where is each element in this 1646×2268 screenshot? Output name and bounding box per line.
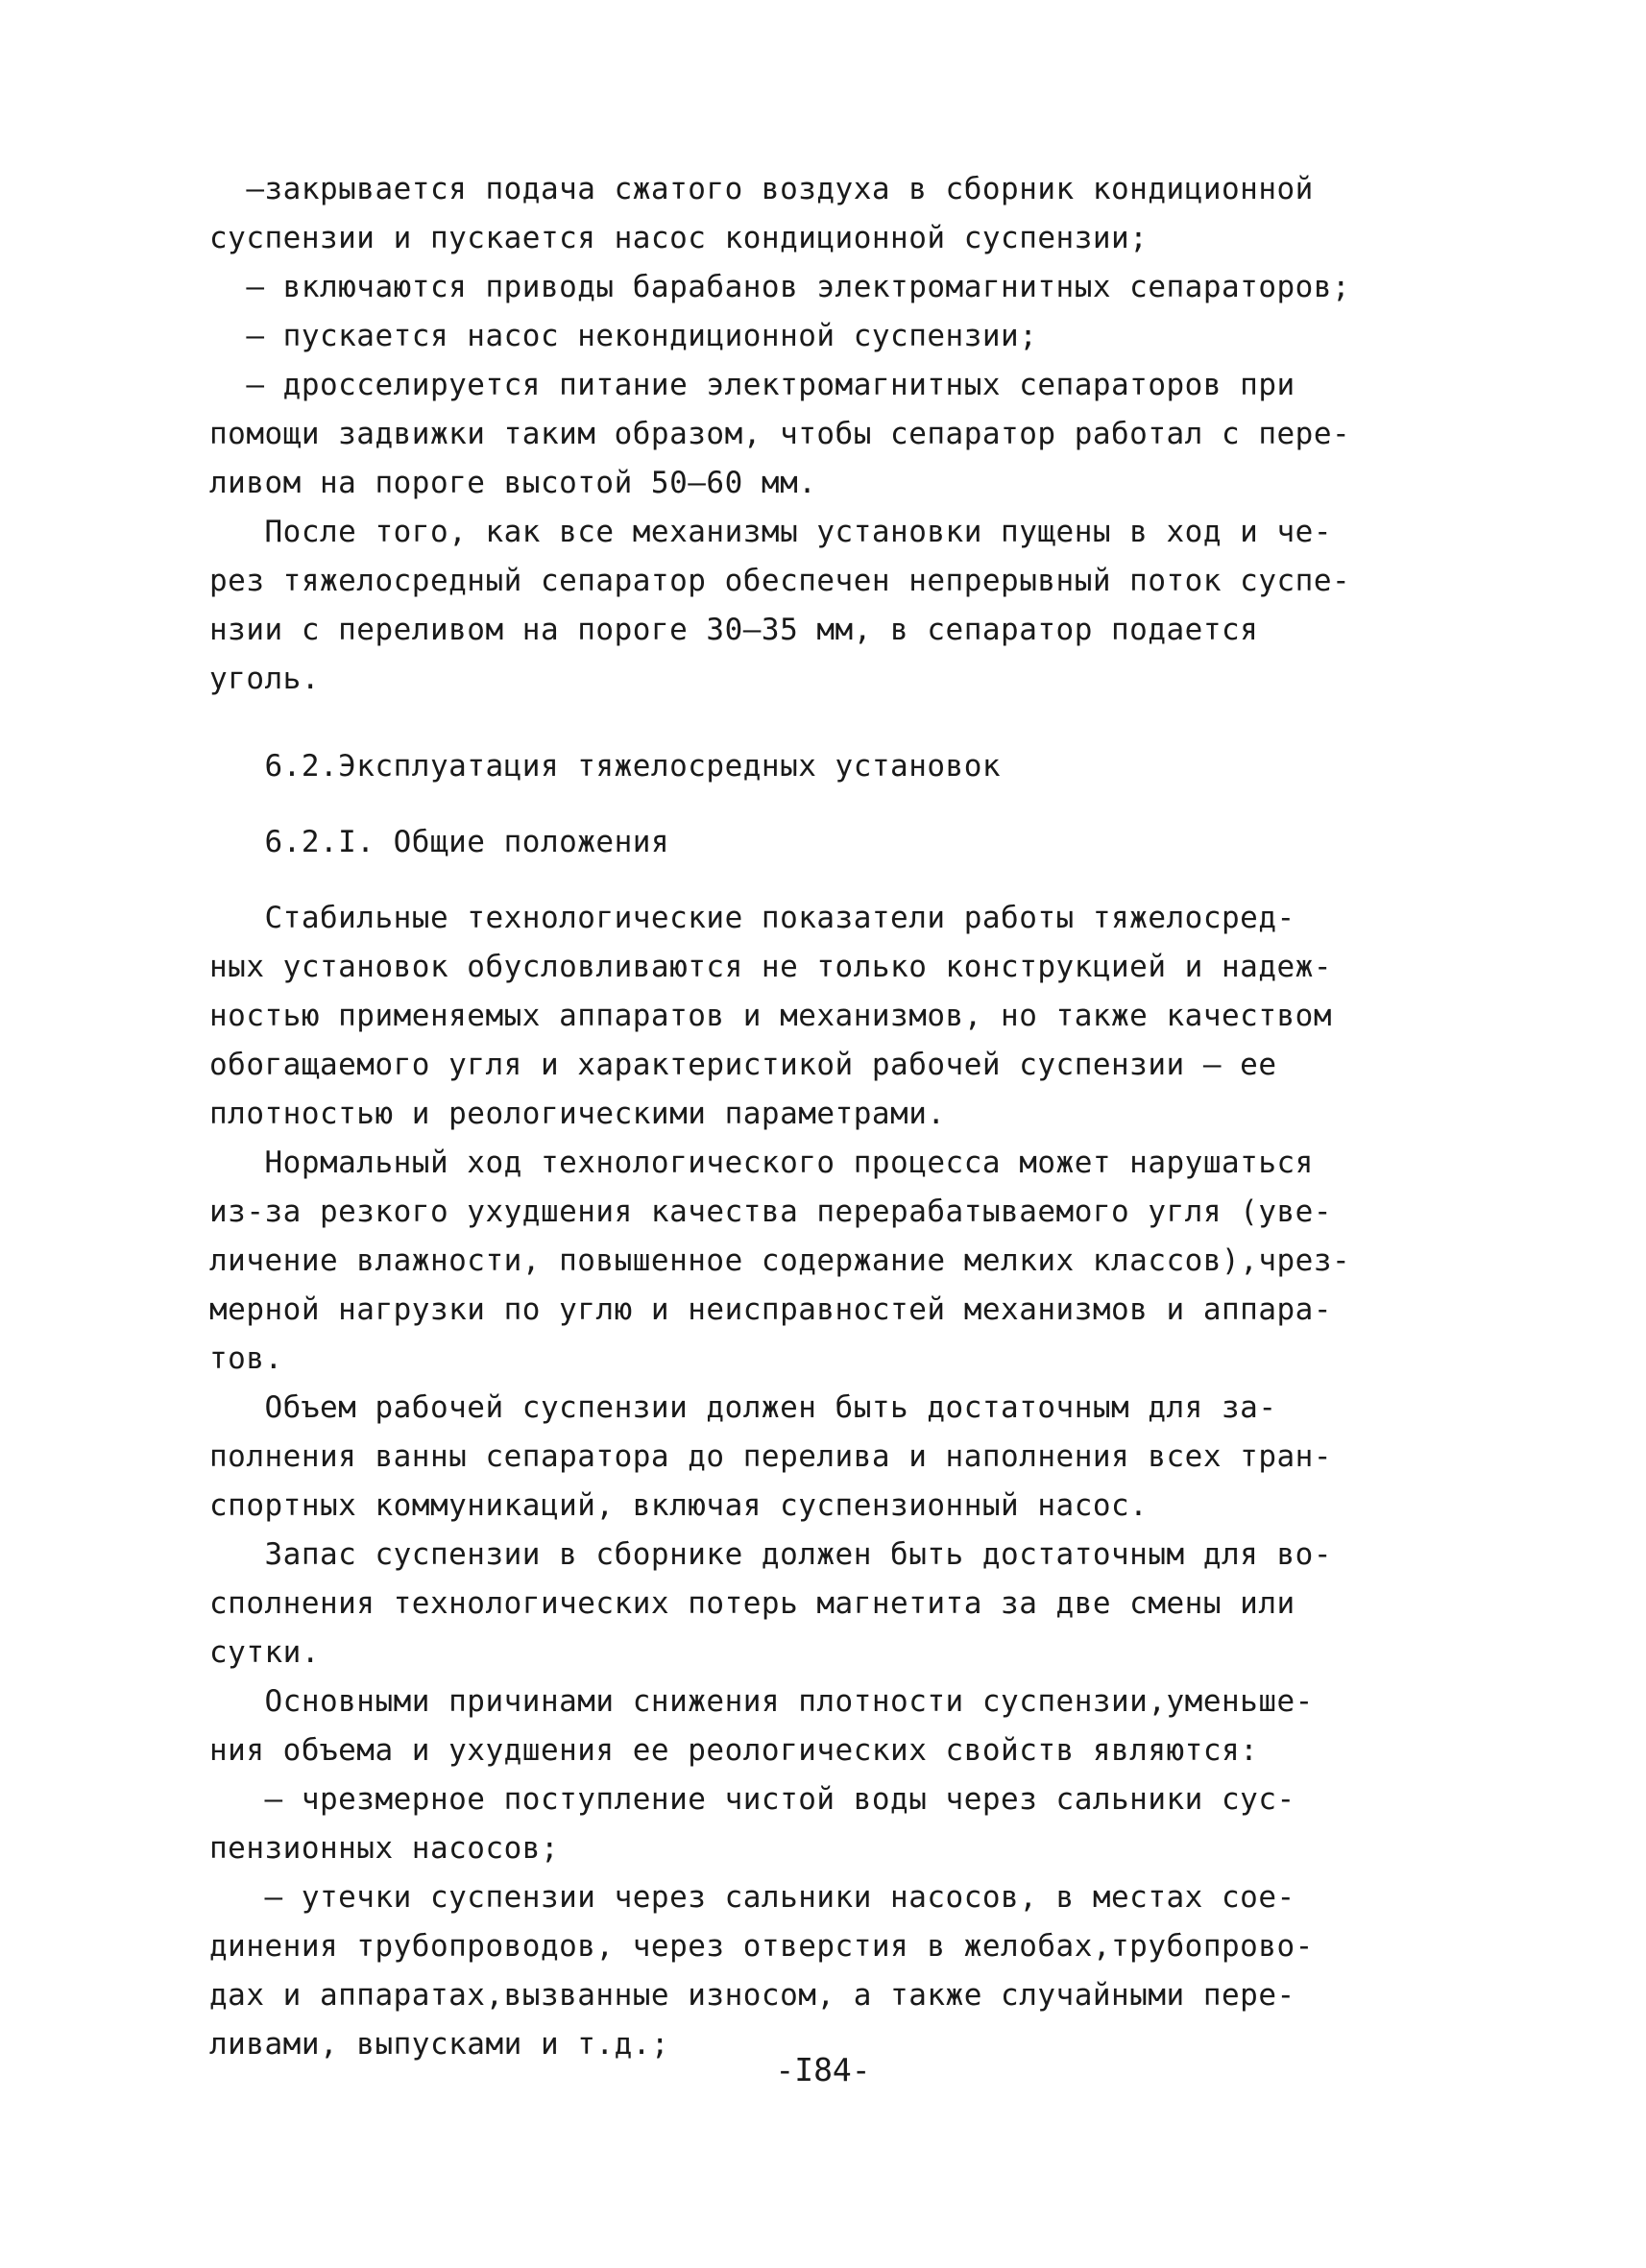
text-line: сутки.: [209, 1635, 320, 1670]
text-line: тов.: [209, 1341, 283, 1376]
text-line: рез тяжелосредный сепаратор обеспечен непрерывный поток суспе-: [209, 564, 1351, 598]
text-line: –закрывается подача сжатого воздуха в сборник кондиционной: [209, 172, 1314, 206]
text-line: динения трубопроводов, через отверстия в желобах,трубопрово-: [209, 1929, 1314, 1964]
subsection-heading: 6.2.I. Общие положения: [209, 825, 670, 859]
paragraph-block-startup: [209, 165, 1458, 704]
text-line: сполнения технологических потерь магнетита за две смены или: [209, 1586, 1295, 1621]
text-line: ливом на пороге высотой 50–60 мм.: [209, 466, 817, 500]
text-line: личение влажности, повышенное содержание мелких классов),чрез-: [209, 1243, 1351, 1278]
text-line: Нормальный ход технологического процесса может нарушаться: [209, 1146, 1314, 1180]
text-line: Объем рабочей суспензии должен быть достаточным для за-: [209, 1390, 1277, 1425]
text-line: мерной нагрузки по углю и неисправностей механизмов и аппара-: [209, 1292, 1332, 1327]
text-line: – включаются приводы барабанов электромагнитных сепараторов;: [209, 270, 1351, 304]
text-line: помощи задвижки таким образом, чтобы сепаратор работал с пере-: [209, 417, 1351, 451]
text-line: Основными причинами снижения плотности суспензии,уменьше-: [209, 1684, 1314, 1719]
section-heading: 6.2.Эксплуатация тяжелосредных установок: [209, 749, 1002, 784]
text-line: суспензии и пускается насос кондиционной суспензии;: [209, 221, 1149, 255]
text-line: нзии с переливом на пороге 30–35 мм, в сепаратор подается: [209, 613, 1259, 647]
text-line: плотностью и реологическими параметрами.: [209, 1097, 946, 1131]
text-line: дах и аппаратах,вызванные износом, а также случайными пере-: [209, 1978, 1295, 2013]
text-line: ливами, выпусками и т.д.;: [209, 2027, 670, 2062]
paragraph-block-general: [209, 894, 1458, 2069]
text-line: – пускается насос некондиционной суспензии;: [209, 319, 1038, 353]
text-line: из-за резкого ухудшения качества перерабатываемого угля (уве-: [209, 1194, 1332, 1229]
text-line: полнения ванны сепаратора до перелива и наполнения всех тран-: [209, 1439, 1332, 1474]
text-line: – утечки суспензии через сальники насосов, в местах сое-: [209, 1880, 1295, 1915]
text-line: Запас суспензии в сборнике должен быть достаточным для во-: [209, 1537, 1332, 1572]
text-line: – чрезмерное поступление чистой воды через сальники сус-: [209, 1782, 1295, 1817]
text-line: обогащаемого угля и характеристикой рабочей суспензии – ее: [209, 1048, 1277, 1082]
text-line: После того, как все механизмы установки пущены в ход и че-: [209, 515, 1332, 549]
text-line: пензионных насосов;: [209, 1831, 560, 1866]
text-line: уголь.: [209, 662, 320, 696]
text-line: – дросселируется питание электромагнитных сепараторов при: [209, 368, 1295, 402]
text-line: ностью применяемых аппаратов и механизмов, но также качеством: [209, 999, 1332, 1033]
text-line: ния объема и ухудшения ее реологических свойств являются:: [209, 1733, 1259, 1768]
page-number: -I84-: [775, 2051, 871, 2088]
text-line: Стабильные технологические показатели работы тяжелосред-: [209, 901, 1295, 935]
text-line: спортных коммуникаций, включая суспензионный насос.: [209, 1488, 1149, 1523]
document-page: [209, 165, 1458, 2069]
text-line: ных установок обусловливаются не только конструкцией и надеж-: [209, 950, 1332, 984]
